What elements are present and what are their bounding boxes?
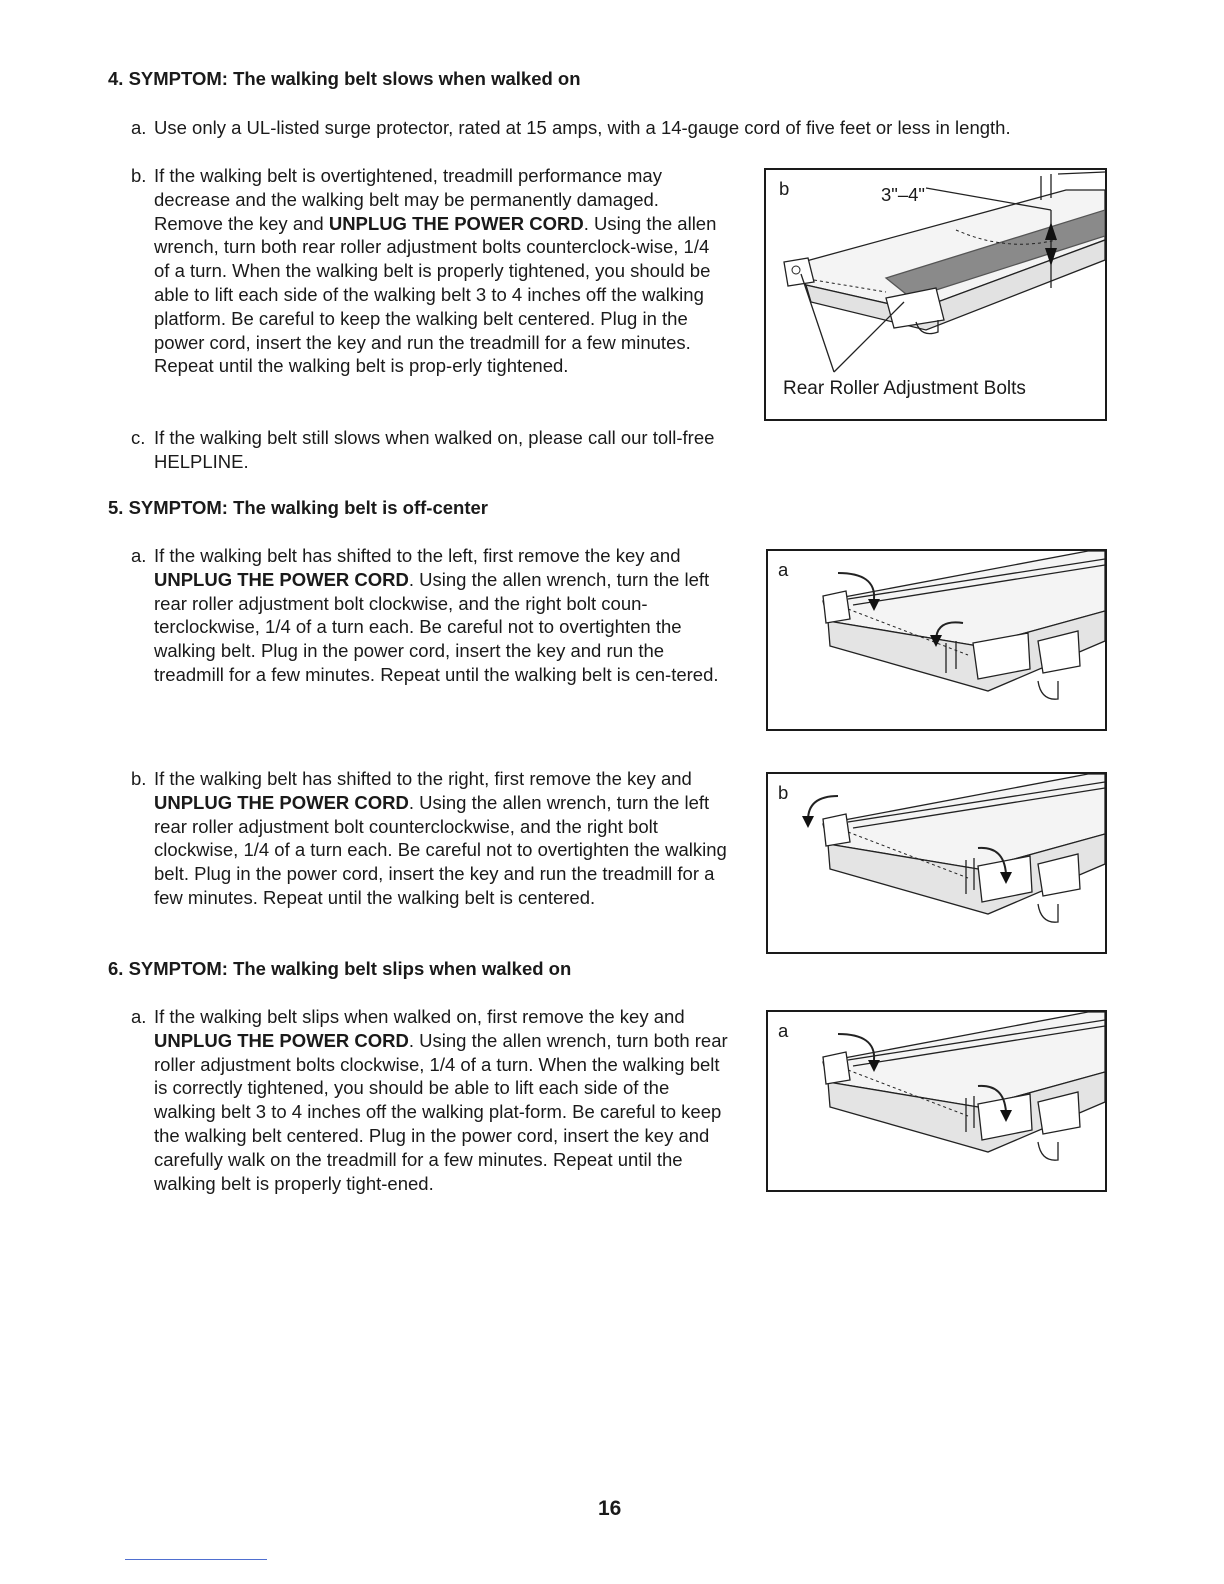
step-text: If the walking belt still slows when walked on, please call our toll-free HELPLINE. (154, 427, 715, 472)
step-text-cont: . Using the allen wrench, turn both rear roller adjustment bolts clockwise, 1/4 of a turn. When the walking belt is correctly tightened, you should be able to lift each side of the walking belt 3 to 4 inches off the walking plat-form. Be careful to keep the walking belt centered. Plug in the power cord, insert the key and carefully walk on the treadmill for a few minutes. Repeat until the walking belt is properly tight-ened. (154, 1029, 728, 1194)
section-5-heading: 5. SYMPTOM: The walking belt is off-center (108, 497, 488, 518)
step-text: If the walking belt slips when walked on, first remove the key and (154, 1006, 685, 1027)
figure-belt-tension (764, 168, 1107, 421)
step-4c (131, 426, 726, 474)
page-number: 16 (598, 1497, 622, 1520)
step-text: If the walking belt has shifted to the right, first remove the key and (154, 768, 692, 789)
figure-belt-slips (766, 1010, 1107, 1192)
step-text: If the walking belt is overtightened, treadmill performance may decrease and the walking belt may be permanently damaged. Remove the key and (154, 165, 662, 234)
step-label: b. (131, 165, 147, 186)
unplug-warning: UNPLUG THE POWER CORD (154, 1029, 409, 1051)
step-text-cont: . Using the allen wrench, turn both rear roller adjustment bolts counterclock-wise, 1/4 of a turn. When the walking belt is properly tightened, you should be able to lift each side of the walking belt 3 to 4 inches off the walking platform. Be careful to keep the walking belt centered. Plug in the power cord, insert the key and run the treadmill for a few minutes. Repeat until the walking belt is prop-erly tightened. (154, 212, 717, 377)
step-6a (131, 1005, 729, 1195)
step-label: c. (131, 427, 146, 448)
treadmill-adjust-illustration (768, 774, 1105, 952)
step-4a (131, 116, 1091, 140)
step-label: a. (131, 1006, 147, 1027)
figure-label: b (778, 782, 789, 803)
section-6-heading: 6. SYMPTOM: The walking belt slips when walked on (108, 958, 572, 979)
step-text-cont: . Using the allen wrench, turn the left rear roller adjustment bolt clockwise, and the right bolt coun-terclockwise, 1/4 of a turn each. Be careful not to overtighten the walking belt. Plug in the power cord, insert the key and run the treadmill for a few minutes. Repeat until the walking belt is cen-tered. (154, 568, 719, 685)
treadmill-adjust-illustration (768, 1012, 1105, 1190)
step-5a (131, 544, 726, 687)
figure-label: a (778, 1020, 789, 1041)
step-label: b. (131, 768, 147, 789)
figure-belt-shifted-right (766, 772, 1107, 954)
step-4b (131, 164, 726, 378)
figure-label: a (778, 559, 789, 580)
figure-label: b (779, 178, 790, 199)
unplug-warning: UNPLUG THE POWER CORD (154, 568, 409, 590)
step-label: a. (131, 117, 147, 138)
step-text: Use only a UL-listed surge protector, rated at 15 amps, with a 14-gauge cord of five feet or less in length. (154, 117, 1011, 138)
step-label: a. (131, 545, 147, 566)
unplug-warning: UNPLUG THE POWER CORD (154, 791, 409, 813)
footer-rule (125, 1559, 267, 1560)
figure-belt-shifted-left (766, 549, 1107, 731)
step-text-cont: . Using the allen wrench, turn the left rear roller adjustment bolt counterclockwise, and the right bolt clockwise, 1/4 of a turn each. Be careful not to overtighten the walking belt. Plug in the power cord, insert the key and run the treadmill for a few minutes. Repeat until the walking belt is centered. (154, 791, 727, 908)
figure-caption: Rear Roller Adjustment Bolts (783, 378, 1026, 399)
measurement-label: 3"–4" (881, 184, 926, 205)
treadmill-adjust-illustration (768, 551, 1105, 729)
unplug-warning: UNPLUG THE POWER CORD (328, 212, 584, 234)
step-text: If the walking belt has shifted to the left, first remove the key and (154, 545, 681, 566)
section-4-heading: 4. SYMPTOM: The walking belt slows when walked on (108, 68, 581, 89)
step-5b (131, 767, 729, 910)
